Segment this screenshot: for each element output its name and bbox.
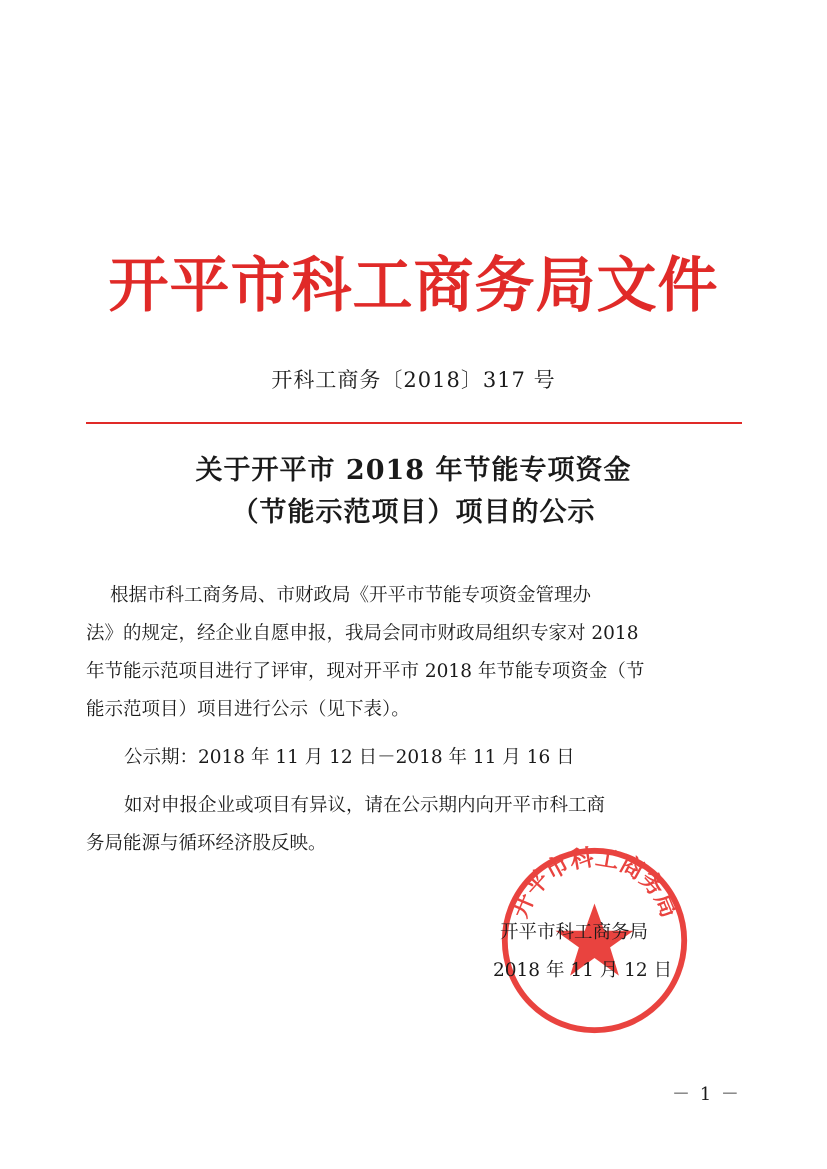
notice-title-line-1: 关于开平市 2018 年节能专项资金: [195, 455, 632, 486]
document-number: 开科工商务〔2018〕317 号: [271, 368, 556, 392]
signing-date: 2018 年 11 月 12 日: [493, 960, 673, 981]
paragraph-1-line-2: 法》的规定，经企业自愿申报，我局会同市财政局组织专家对 2018: [86, 623, 639, 644]
masthead-title: 开平市科工商务局文件: [108, 251, 719, 321]
paragraph-2-notice-period: 公示期：2018 年 11 月 12 日－2018 年 11 月 16 日: [124, 747, 575, 768]
paragraph-1-line-1: 根据市科工商务局、市财政局《开平市节能专项资金管理办: [110, 585, 592, 606]
seal-text: 开平市科工商务局: [505, 843, 684, 922]
paragraph-3-line-1: 如对申报企业或项目有异议，请在公示期内向开平市科工商: [124, 795, 606, 816]
paragraph-3-line-2: 务局能源与循环经济股反映。: [86, 833, 327, 854]
page-number: － 1 －: [672, 1084, 741, 1105]
red-divider-line: [86, 422, 742, 424]
paragraph-1-line-4: 能示范项目）项目进行公示（见下表）。: [86, 699, 410, 720]
signing-authority: 开平市科工商务局: [500, 922, 649, 943]
notice-title-line-2: （节能示范项目）项目的公示: [231, 497, 596, 528]
paragraph-1-line-3: 年节能示范项目进行了评审，现对开平市 2018 年节能专项资金（节: [86, 661, 645, 682]
